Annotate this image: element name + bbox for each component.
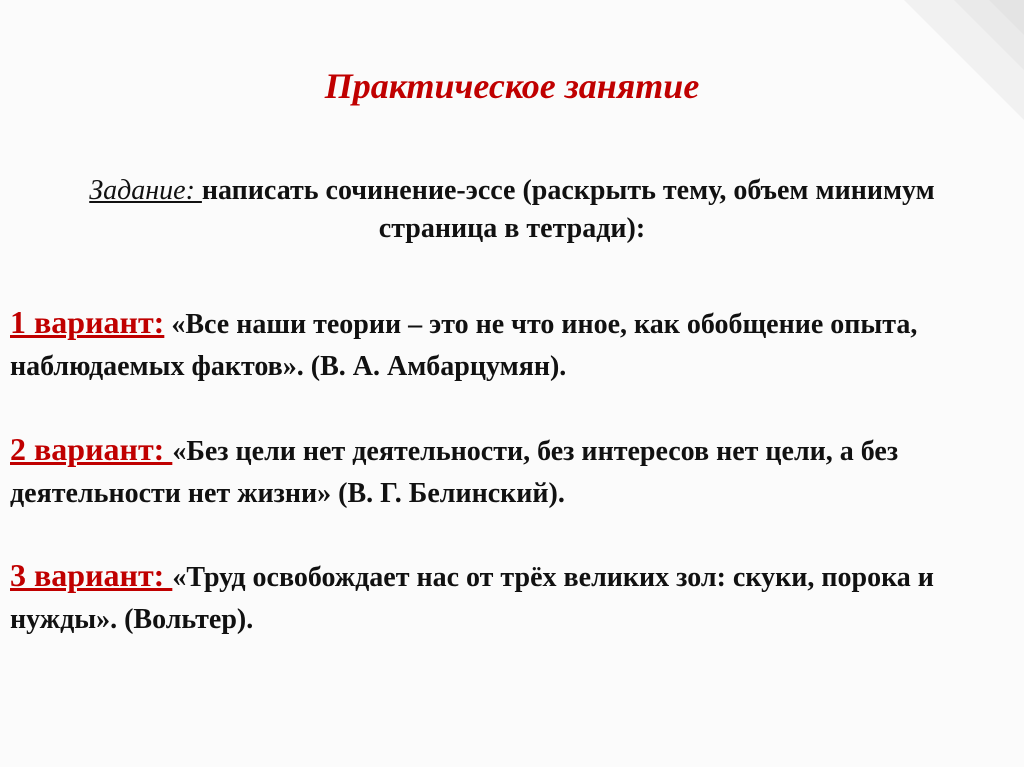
variant-1-label: 1 вариант:: [10, 304, 165, 340]
variant-1-quote: «Все наши теории – это не что иное, как обобщение опыта, наблюдаемых фактов». (В. А. Амбарцумян).: [10, 309, 918, 382]
task-text: написать сочинение-эссе (раскрыть тему, объем минимум страница в тетради):: [201, 175, 935, 244]
variant-3-quote: «Труд освобождает нас от трёх великих зол: скуки, порока и нужды». (Вольтер).: [10, 562, 934, 635]
task-label: Задание:: [89, 175, 202, 206]
variant-2: [10, 428, 1014, 515]
variant-2-label: 2 вариант:: [10, 431, 173, 467]
variant-3-label: 3 вариант:: [10, 557, 173, 593]
slide-title: Практическое занятие: [324, 66, 700, 106]
task-paragraph: [40, 172, 984, 248]
variant-2-quote: «Без цели нет деятельности, без интересов нет цели, а без деятельности нет жизни» (В. Г. Белинский).: [10, 436, 899, 509]
variant-3: [10, 554, 1014, 641]
variant-1: [10, 301, 1014, 388]
